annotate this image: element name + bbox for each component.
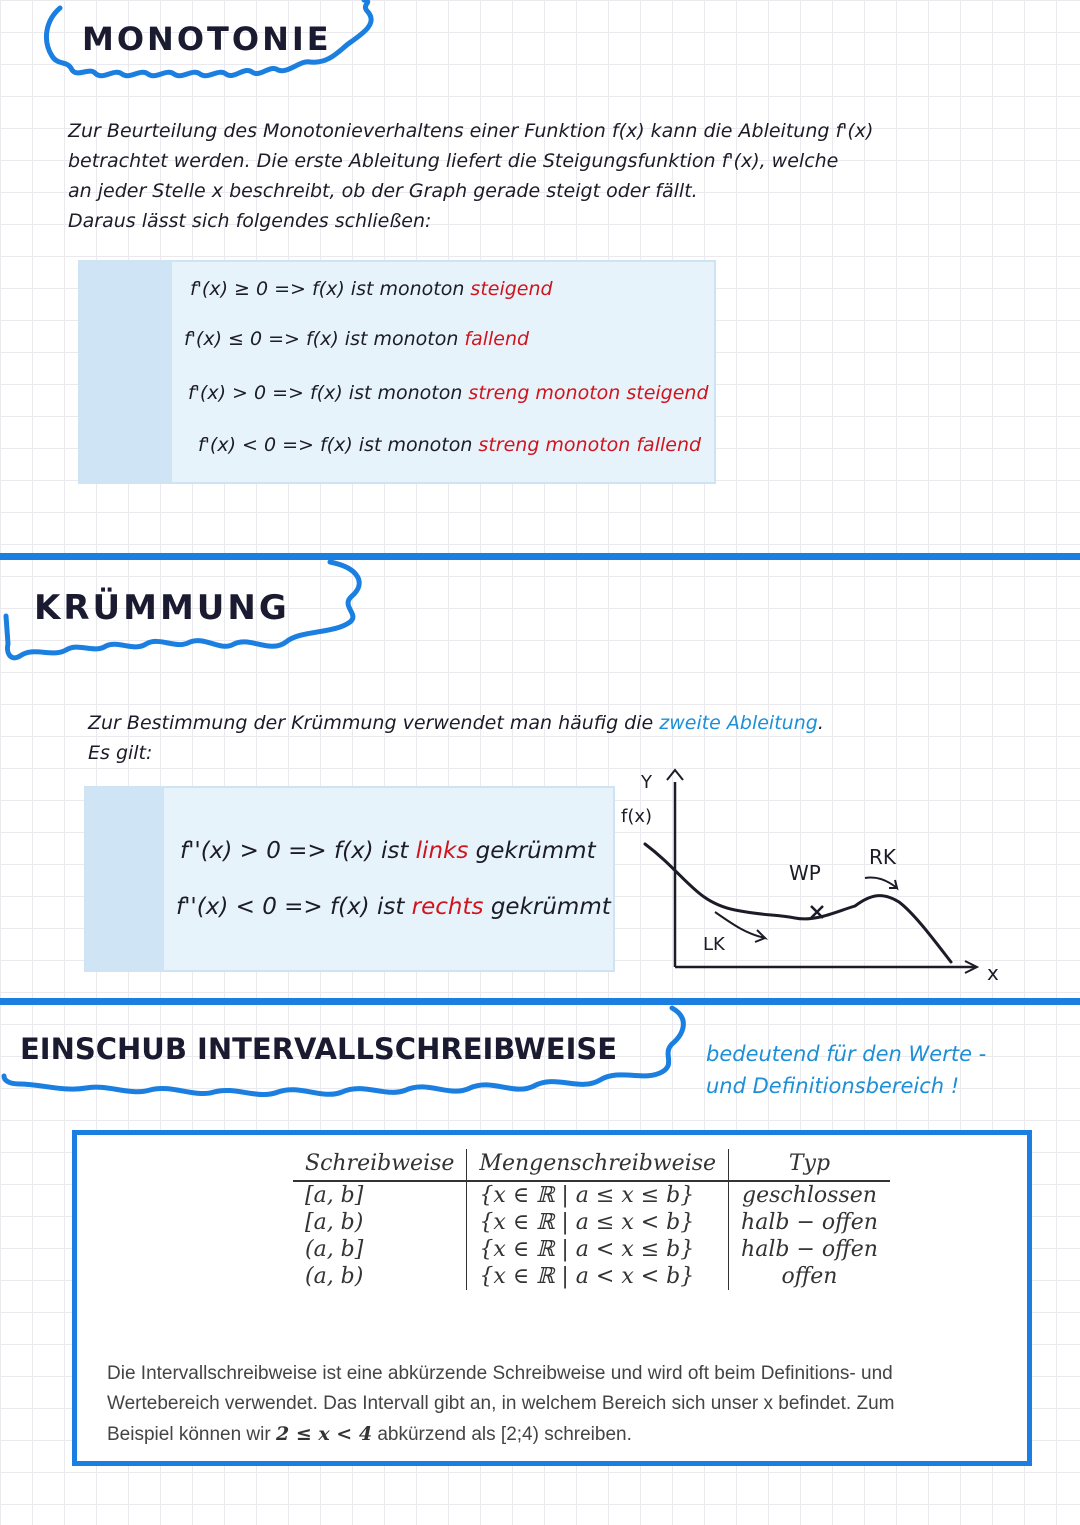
table-cell: (a, b] — [305, 1237, 364, 1262]
wp-label: WP — [789, 861, 821, 885]
table-cell: offen — [781, 1264, 838, 1289]
monotonie-rule — [190, 278, 553, 300]
rule-result: steigend — [470, 278, 553, 300]
rule-highlight: links — [415, 838, 469, 864]
intro-text: Zur Bestimmung der Krümmung verwendet man häufig die — [88, 712, 654, 734]
table-header: Typ — [729, 1149, 890, 1181]
function-label: f(x) — [621, 806, 653, 827]
monotonie-paragraph — [68, 116, 873, 236]
intro-highlight: zweite Ableitung — [659, 712, 818, 734]
kruemmung-title: KRÜMMUNG — [34, 588, 290, 628]
rule-condition: f'(x) < 0 => f(x) ist monoton — [198, 434, 473, 456]
interval-note — [107, 1359, 1007, 1450]
rule-condition: f'(x) ≤ 0 => f(x) ist monoton — [184, 328, 459, 350]
monotonie-rule — [198, 434, 701, 456]
curvature-graph — [615, 762, 1025, 992]
y-axis-arrow — [667, 770, 683, 780]
einschub-side-note — [706, 1038, 986, 1102]
rule-condition: f'(x) ≥ 0 => f(x) ist monoton — [190, 278, 465, 300]
rule-suffix: gekrümmt — [475, 838, 596, 864]
y-axis-label: Y — [641, 772, 652, 793]
table-row — [293, 1181, 890, 1209]
einschub-box — [72, 1130, 1032, 1466]
table-cell: geschlossen — [742, 1183, 877, 1208]
kruemmung-rule — [176, 894, 611, 920]
table-cell: {x ∈ ℝ | a ≤ x < b} — [467, 1209, 729, 1236]
note-line — [107, 1419, 1007, 1450]
table-row — [293, 1236, 890, 1263]
rule-result: streng monoton steigend — [468, 382, 709, 404]
table-header-row — [293, 1149, 890, 1181]
rule-box-stripe — [86, 788, 164, 970]
table-row — [293, 1209, 890, 1236]
table-cell: {x ∈ ℝ | a ≤ x ≤ b} — [467, 1181, 729, 1209]
table-cell: [a, b) — [305, 1210, 364, 1235]
table-header: Mengenschreibweise — [467, 1149, 729, 1181]
table-header: Schreibweise — [293, 1149, 467, 1181]
rk-arrow — [865, 877, 897, 888]
table-cell: (a, b) — [305, 1264, 364, 1289]
note-text: Beispiel können wir — [107, 1424, 271, 1445]
monotonie-heading — [38, 0, 388, 82]
kruemmung-rule — [180, 838, 596, 864]
rule-highlight: rechts — [411, 894, 484, 920]
einschub-title: EINSCHUB INTERVALLSCHREIBWEISE — [20, 1032, 618, 1066]
table-cell: halb − offen — [741, 1237, 878, 1262]
table-row — [293, 1263, 890, 1290]
rule-condition: f'(x) > 0 => f(x) ist monoton — [188, 382, 463, 404]
interval-table — [293, 1149, 890, 1290]
kruemmung-heading — [0, 556, 380, 678]
paragraph-line: Zur Beurteilung des Monotonieverhaltens einer Funktion f(x) kann die Ableitung f'(x) — [68, 120, 874, 142]
table-cell: [a, b] — [305, 1183, 364, 1208]
side-note-line: bedeutend für den Werte - — [706, 1042, 987, 1066]
note-line: Die Intervallschreibweise ist eine abkürzende Schreibweise und wird oft beim Definitions- und — [107, 1363, 893, 1384]
rule-condition: f''(x) > 0 => f(x) ist — [180, 838, 409, 864]
es-gilt: Es gilt: — [88, 742, 153, 764]
x-axis-label: x — [987, 961, 999, 985]
table-cell: {x ∈ ℝ | a < x ≤ b} — [467, 1236, 729, 1263]
rule-result: fallend — [464, 328, 530, 350]
paragraph-line: betrachtet werden. Die erste Ableitung liefert die Steigungsfunktion f'(x), welche — [68, 150, 839, 172]
paragraph-line: Daraus lässt sich folgendes schließen: — [68, 210, 432, 232]
lk-label: LK — [703, 934, 725, 955]
paragraph-line: an jeder Stelle x beschreibt, ob der Graph gerade steigt oder fällt. — [68, 180, 698, 202]
kruemmung-rule-box — [84, 786, 615, 972]
note-math: 2 ≤ x < 4 — [275, 1423, 373, 1445]
rule-condition: f''(x) < 0 => f(x) ist — [176, 894, 405, 920]
rule-result: streng monoton fallend — [478, 434, 702, 456]
monotonie-title: MONOTONIE — [82, 20, 332, 58]
monotonie-rule-box — [78, 260, 716, 484]
paragraph-line — [88, 708, 824, 738]
side-note-line: und Definitionsbereich ! — [706, 1074, 960, 1098]
note-line: Wertebereich verwendet. Das Intervall gibt an, in welchem Bereich sich unser x befindet. Zum — [107, 1393, 895, 1414]
rule-suffix: gekrümmt — [490, 894, 611, 920]
intro-period: . — [817, 712, 824, 734]
table-cell: halb − offen — [741, 1210, 878, 1235]
table-cell: {x ∈ ℝ | a < x < b} — [467, 1263, 729, 1290]
note-text: abkürzend als [2;4) schreiben. — [377, 1424, 632, 1445]
einschub-heading — [0, 1004, 700, 1106]
monotonie-rule — [188, 382, 709, 404]
rule-box-stripe — [80, 262, 172, 482]
rk-label: RK — [869, 845, 897, 869]
monotonie-rule — [184, 328, 529, 350]
kruemmung-intro — [88, 708, 824, 768]
